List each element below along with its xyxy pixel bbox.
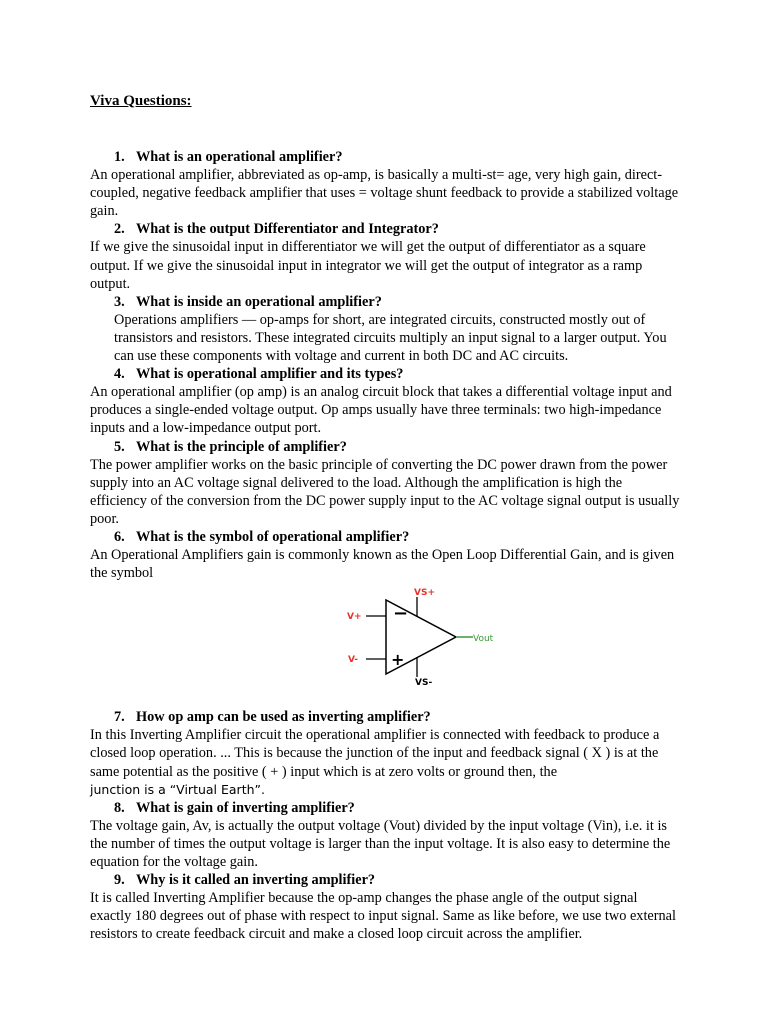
question-7: [90, 708, 680, 726]
answer-7-tail: junction is a “Virtual Earth”.: [90, 781, 265, 797]
question-2: [90, 220, 680, 238]
label-v-plus: V+: [347, 612, 362, 623]
question-number: 2.: [114, 221, 125, 238]
label-v-minus: V-: [348, 655, 359, 666]
question-number: 4.: [114, 366, 125, 383]
answer-5: The power amplifier works on the basic principle of converting the DC power drawn from the power supply into an AC voltage signal delivered to the load. Although the amplification is high the efficiency of the conversion from the DC power supply input to the AC voltage signal output is usually poor.: [90, 456, 680, 527]
question-5: [90, 438, 680, 456]
non-inverting-input-sign: +: [391, 650, 405, 670]
question-1: [90, 148, 680, 166]
viva-questions-list: [90, 148, 680, 943]
question-3: [90, 293, 680, 311]
label-vout: Vout: [473, 634, 494, 645]
op-amp-symbol-figure: [90, 582, 680, 708]
question-number: 3.: [114, 293, 125, 310]
answer-7: In this Inverting Amplifier circuit the operational amplifier is connected with feedback to produce a closed loop operation. ... This is because the junction of the input and feedback signal ( X ) is at the same potential as the positive ( + ) input which is at zero volts or ground then, the: [90, 727, 660, 780]
answer-2: If we give the sinusoidal input in differentiator we will get the output of differentiator as a square output. If we give the sinusoidal input in integrator we will get the output of integrator as a ramp output.: [90, 239, 646, 292]
question-text: What is inside an operational amplifier?: [136, 293, 382, 310]
question-8: [90, 799, 680, 817]
answer-1: An operational amplifier, abbreviated as op-amp, is basically a multi-st= age, very high gain, direct-coupled, negative feedback amplifier that uses = voltage shunt feedback to provide a stabilized voltage gain.: [90, 167, 679, 220]
question-4: [90, 365, 680, 383]
question-number: 5.: [114, 438, 125, 455]
question-number: 8.: [114, 799, 125, 816]
page-heading: Viva Questions:: [90, 93, 192, 109]
question-number: 7.: [114, 709, 125, 726]
answer-6: An Operational Amplifiers gain is commonly known as the Open Loop Differential Gain, and is given the symbol: [90, 547, 675, 582]
answer-4: An operational amplifier (op amp) is an analog circuit block that takes a differential voltage input and produces a single-ended voltage output. Op amps usually have three terminals: two high-impedance inputs and a low-impedance output port.: [90, 384, 672, 437]
question-6: [90, 528, 680, 546]
question-text: Why is it called an inverting amplifier?: [136, 872, 376, 889]
question-9: [90, 871, 680, 889]
question-text: What is the principle of amplifier?: [136, 438, 347, 455]
answer-3: Operations amplifiers — op-amps for short, are integrated circuits, constructed mostly out of transistors and resistors. These integrated circuits multiply an input signal to a larger output. You can use these components with voltage and current in both DC and AC circuits.: [114, 311, 667, 365]
question-text: What is an operational amplifier?: [136, 149, 343, 165]
diagram-background: [336, 586, 568, 686]
question-text: What is the symbol of operational amplifier?: [136, 528, 410, 545]
inverting-input-sign: −: [393, 603, 409, 625]
label-vs-minus: VS-: [415, 678, 433, 687]
answer-9: It is called Inverting Amplifier because the op-amp changes the phase angle of the output signal exactly 180 degrees out of phase with respect to input signal. Same as like before, we use two external resistors to create feedback circuit and make a closed loop circuit across the amplifier.: [90, 890, 676, 943]
question-number: 9.: [114, 872, 125, 889]
op-amp-symbol-diagram: [336, 586, 568, 686]
question-text: How op amp can be used as inverting amplifier?: [136, 709, 431, 726]
question-text: What is gain of inverting amplifier?: [136, 799, 355, 816]
question-text: What is operational amplifier and its types?: [136, 366, 404, 383]
question-text: What is the output Differentiator and Integrator?: [136, 221, 439, 238]
question-number: 1.: [114, 149, 125, 165]
question-number: 6.: [114, 528, 125, 545]
answer-8: The voltage gain, Av, is actually the output voltage (Vout) divided by the input voltage (Vin), i.e. it is the number of times the output voltage is larger than the input voltage. It is also easy to determine the equation for the voltage gain.: [90, 817, 671, 870]
label-vs-plus: VS+: [414, 588, 435, 599]
